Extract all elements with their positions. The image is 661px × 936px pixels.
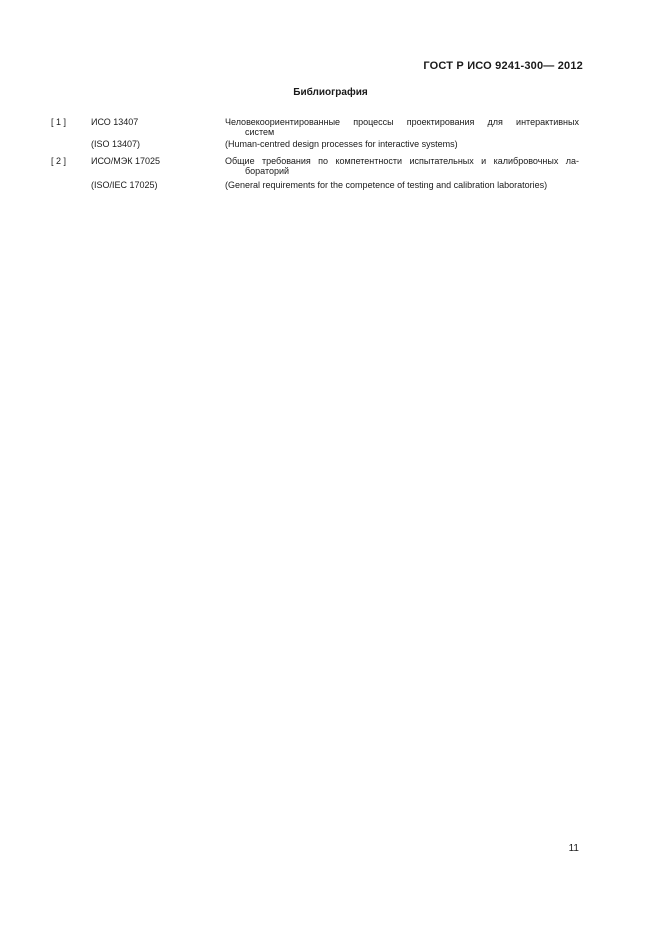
entry-standard: ИСО/МЭК 17025 — [91, 156, 161, 166]
entry-description-line2: систем — [245, 127, 275, 137]
document-header: ГОСТ Р ИСО 9241-300— 2012 — [423, 60, 583, 72]
bibliography-title: Библиография — [293, 87, 368, 98]
entry-description-line1: Человекоориентированные процессы проектирования для интерактивных — [225, 117, 579, 127]
entry-description — [225, 156, 579, 176]
entry-standard-en: (ISO/IEC 17025) — [91, 180, 158, 190]
entry-description-en: (Human-centred design processes for interactive systems) — [225, 139, 458, 149]
entry-description-line2: бораторий — [245, 166, 290, 176]
entry-number: [ 1 ] — [51, 117, 67, 127]
entry-number: [ 2 ] — [51, 156, 67, 166]
entry-description-line1: Общие требования по компетентности испытательных и калибровочных ла- — [225, 156, 579, 166]
entry-standard: ИСО 13407 — [91, 117, 139, 127]
page-number: 11 — [568, 843, 579, 854]
entry-standard-en: (ISO 13407) — [91, 139, 141, 149]
entry-description-en: (General requirements for the competence of testing and calibration laboratories) — [225, 180, 548, 190]
entry-description — [225, 117, 579, 137]
